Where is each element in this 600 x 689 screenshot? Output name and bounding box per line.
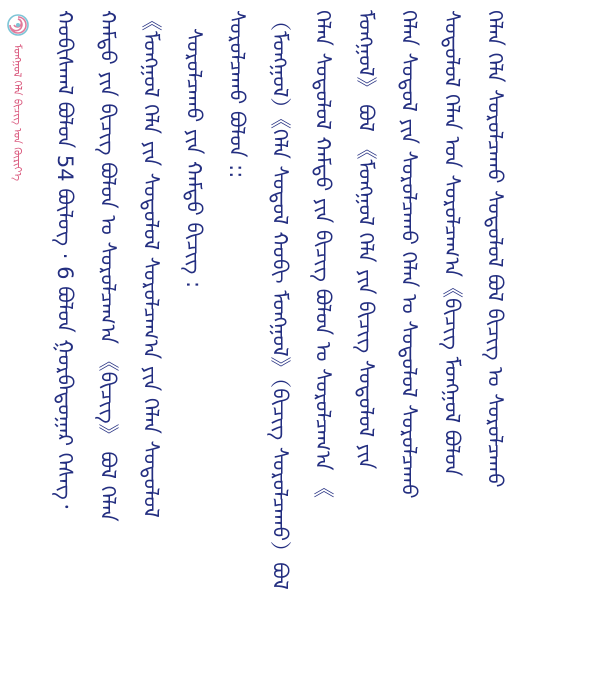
text-column: ᠮᠣᠩᠭᠣᠯ》 ᠪᠣᠯ 《ᠮᠣᠩᠭᠣᠯ ᠬᠡᠯᠡ ᠶᠢᠨ ᠪᠢᠴᠢᠭ ᠰᠤᠳᠤᠯᠤᠯ ᠶᠢᠨ [354,10,378,470]
article-body [50,10,580,682]
text-column: （ᠮᠣᠩᠭᠣᠯ）《ᠬᠡᠯᠡ ᠰᠤᠳᠤᠯ ᠬᠤᠪᠢ ᠮᠣᠩᠭᠣᠯ》（ᠪᠢᠴᠢᠭ ᠰᠤᠷᠤᠯᠴᠠᠬᠤ）ᠪᠣᠯ [268,10,292,590]
text-column: 《ᠮᠣᠩᠭᠣᠯ ᠬᠡᠯᠡ ᠶᠢᠨ ᠰᠤᠳᠤᠯᠤᠯ ᠰᠤᠷᠤᠯᠴᠠᠭ᠎ᠠ ᠶᠢᠨ ᠬᠡᠯᠡᠨ ᠰᠤᠳᠤᠯᠤᠯ [139,10,163,518]
text-column: ᠬᠤᠪᠢᠰᠬᠠᠯ ᠪᠣᠯᠣᠨ 54 ᠪᠦᠯᠦᠭ · 6 ᠪᠣᠯᠣᠨ ᠭᠤᠷᠪᠠᠳᠤᠭᠠᠷ ᠬᠡᠰᠡᠭ᠂ [53,10,77,509]
text-column: ᠬᠡᠯᠡᠨ ᠰᠤᠳᠤᠯᠤᠯ ᠬᠠᠮᠲᠤ ᠶᠢᠨ ᠪᠢᠴᠢᠭ ᠪᠣᠯᠤᠨ ᠤ ᠰᠤᠷᠤᠯᠴᠠᠭ᠎ᠠ 《 [311,10,335,499]
swirl-logo-icon [7,14,29,36]
text-column: ᠰᠤᠳᠤᠯᠤᠯ ᠬᠡᠯᠡᠨ ᠤᠨ ᠰᠤᠷᠤᠯᠴᠠᠭ᠎ᠠ《ᠪᠢᠴᠢᠭ ᠮᠣᠩᠭᠣᠯ ᠪᠣᠯᠤᠨ [440,10,464,477]
text-column: ᠰᠤᠷᠤᠯᠴᠠᠬᠤ ᠶᠢᠨ ᠬᠠᠮᠲᠤ ᠪᠢᠴᠢᠭ : [182,28,206,289]
text-column: ᠬᠡᠯᠡᠨ ᠰᠤᠳᠤᠯ ᠶᠢᠨ ᠰᠤᠷᠤᠯᠴᠠᠬᠤ ᠬᠡᠯᠡᠨ ᠤ ᠰᠤᠳᠤᠯᠤᠯ ᠰᠤᠷᠤᠯᠴᠠᠬᠤ [397,10,421,499]
text-column: ᠬᠡᠯᠡᠨ ᠬᠡᠯᠡ ᠰᠤᠷᠤᠯᠴᠠᠬᠤ ᠰᠤᠳᠤᠯᠤᠯ ᠪᠣᠯ ᠪᠢᠴᠢᠭ ᠤ ᠰᠤᠷᠤᠯᠴᠠᠬᠤ [483,10,507,488]
text-column: ᠬᠠᠮᠲᠤ ᠶᠢᠨ ᠪᠢᠴᠢᠭ ᠪᠣᠯᠤᠨ ᠤ ᠰᠤᠷᠤᠯᠴᠠᠭ᠎ᠠ 《ᠪᠢᠴᠢᠭ》 ᠪᠣᠯ ᠬᠡᠯᠡᠨ [96,10,120,522]
credit-line: ᠮᠣᠩᠭᠤᠯ ᠬᠡᠯᠡ ᠪᠢᠴᠢᠭ ᠤᠨ ᠬᠦᠷᠢᠶ᠎ᠡ [11,44,23,182]
text-column: ᠰᠤᠷᠤᠯᠴᠠᠬᠤ ᠪᠣᠯᠤᠨ :: [225,10,249,179]
